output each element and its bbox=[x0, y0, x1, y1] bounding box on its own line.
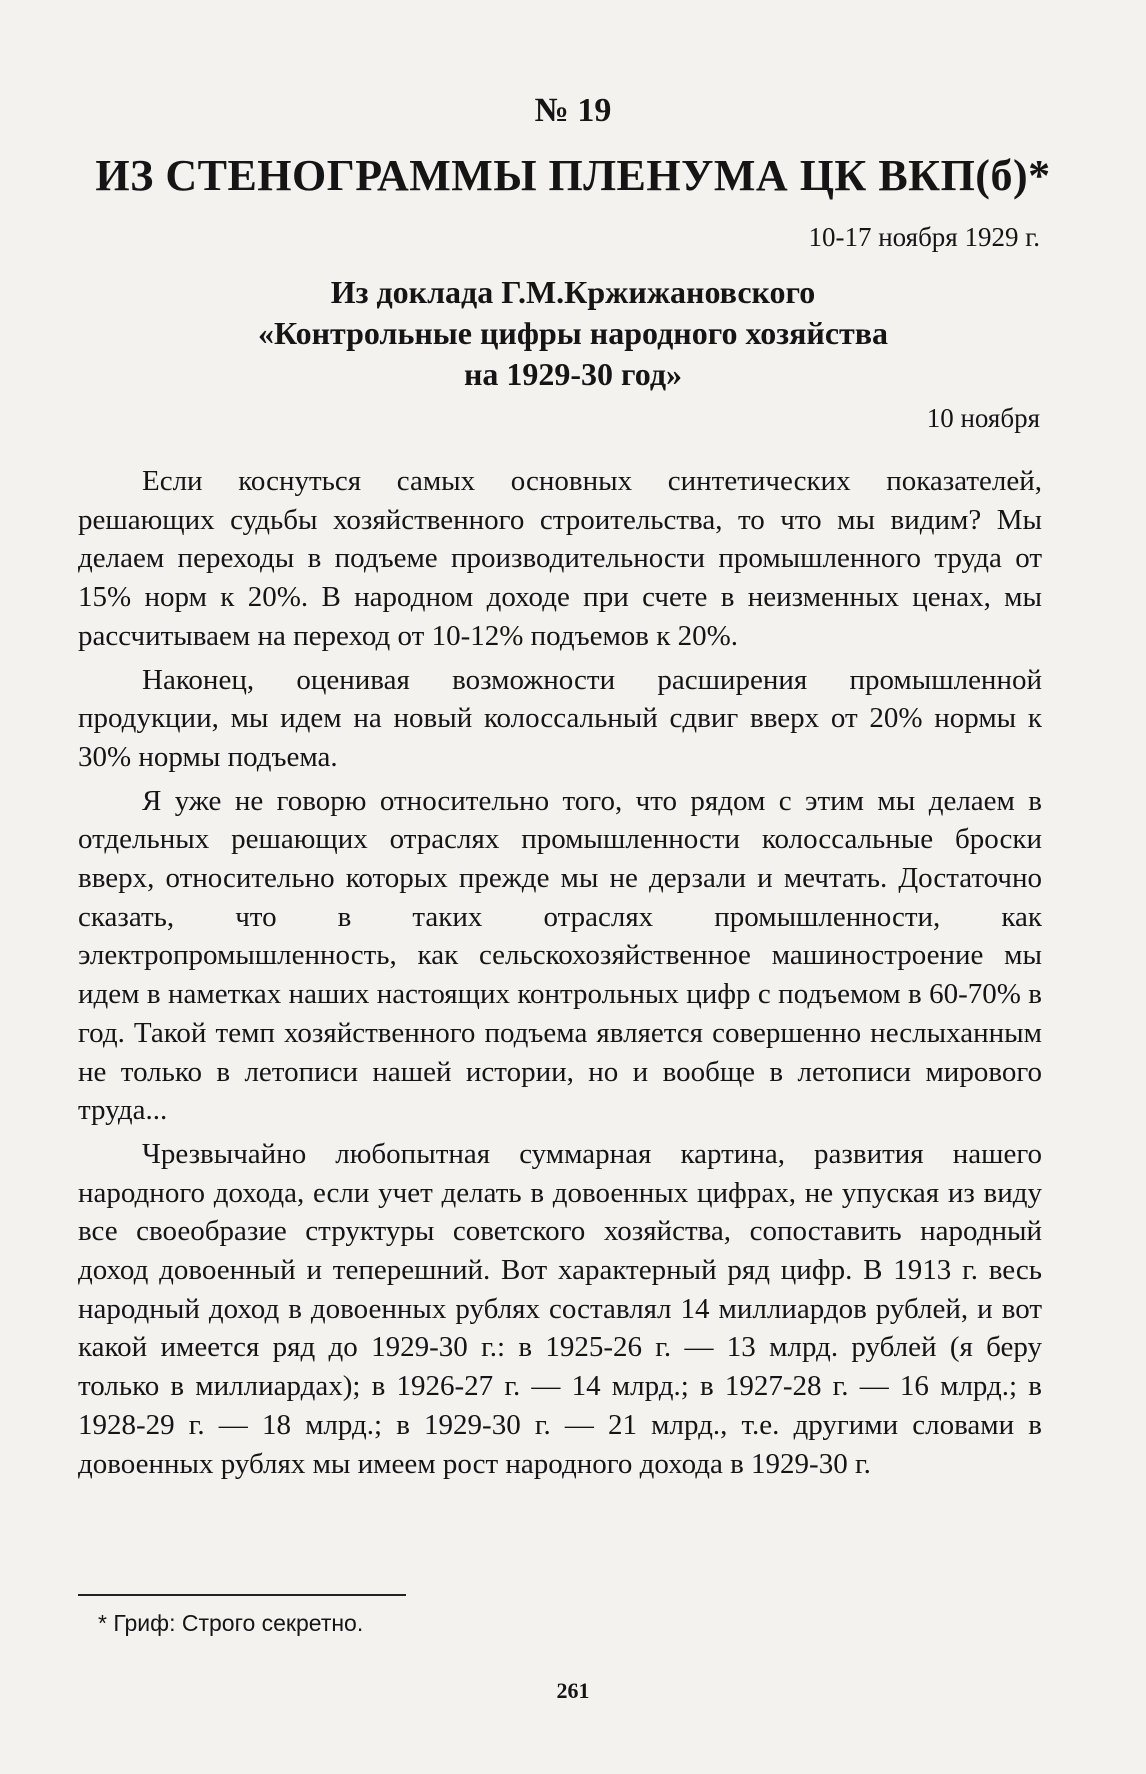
paragraph: Наконец, оценивая возможности расширения промышленной продукции, мы идем на новый колоссальный сдвиг вверх от 20% нормы к 30% нормы подъема. bbox=[78, 663, 1042, 773]
page-number: 261 bbox=[556, 1678, 590, 1703]
subtitle-line-3: на 1929-30 год» bbox=[463, 356, 683, 392]
footnote: * Гриф: Строго секретно. bbox=[98, 1610, 364, 1636]
footnote-divider bbox=[78, 1594, 406, 1596]
report-subtitle bbox=[0, 272, 1146, 395]
document-number: № 19 bbox=[534, 92, 612, 129]
paragraph: Чрезвычайно любопытная суммарная картина, развития нашего народного дохода, если учет делать в довоенных цифрах, не упуская из виду все своеобразие структуры советского хозяйства, сопоставить народный доход довоенный и теперешний. Вот характерный ряд цифр. В 1913 г. весь народный доход в довоенных рублях составлял 14 миллиардов рублей, и вот какой имеется ряд до 1929-30 г.: в 1925-26 г. — 13 млрд. рублей (я беру только в миллиардах); в 1926-27 г. — 14 млрд.; в 1927-28 г. — 16 млрд.; в 1928-29 г. — 18 млрд.; в 1929-30 г. — 21 млрд., т.е. другими словами в довоенных рублях мы имеем рост народного дохода в 1929-30 г. bbox=[78, 1137, 1042, 1480]
paragraph: Если коснуться самых основных синтетических показателей, решающих судьбы хозяйственного строительства, то что мы видим? Мы делаем переходы в подъеме производительности промышленного труда от 15% норм к 20%. В народном доходе при счете в неизменных ценах, мы рассчитываем на переход от 10-12% подъемов к 20%. bbox=[78, 465, 1042, 652]
subtitle-line-2: «Контрольные цифры народного хозяйства bbox=[257, 315, 889, 351]
subtitle-line-1: Из доклада Г.М.Кржижановского bbox=[330, 274, 816, 310]
paragraph: Я уже не говорю относительно того, что рядом с этим мы делаем в отдельных решающих отраслях промышленности колоссальные броски вверх, относительно которых прежде мы не дерзали и мечтать. Достаточно сказать, что в таких отраслях промышленности, как электропромышленность, как сельскохозяйственное машиностроение мы идем в наметках наших настоящих контрольных цифр с подъемом в 60-70% в год. Такой темп хозяйственного подъема является совершенно неслыханным не только в летописи нашей истории, но и вообще в летописи мирового труда... bbox=[78, 784, 1042, 1127]
document-title: ИЗ СТЕНОГРАММЫ ПЛЕНУМА ЦК ВКП(б)* bbox=[95, 151, 1051, 200]
body-text bbox=[78, 462, 1042, 1488]
report-date: 10 ноября bbox=[926, 403, 1040, 433]
document-date: 10-17 ноября 1929 г. bbox=[808, 222, 1040, 252]
